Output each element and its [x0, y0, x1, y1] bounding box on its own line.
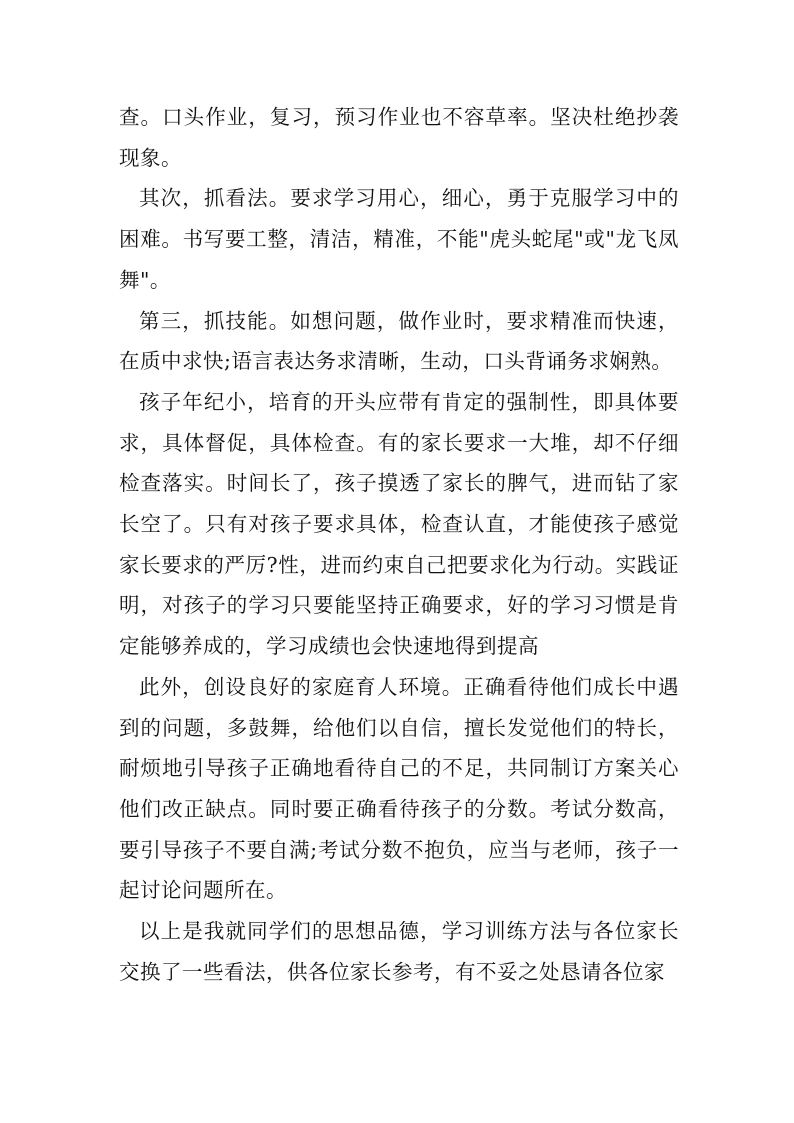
- paragraph-5: 此外，创设良好的家庭育人环境。正确看待他们成长中遇到的问题，多鼓舞，给他们以自信，擅长发觉他们的特长，耐烦地引导孩子正确地看待自己的不足，共同制订方案关心他们改正缺点。同时要正确看待孩子的分数。考试分数高，要引导孩子不要自满;考试分数不抱负，应当与老师，孩子一起讨论问题所在。: [119, 674, 679, 903]
- document-body: [119, 97, 679, 992]
- paragraph-4: 孩子年纪小，培育的开头应带有肯定的强制性，即具体要求，具体督促，具体检查。有的家长要求一大堆，却不仔细检查落实。时间长了，孩子摸透了家长的脾气，进而钻了家长空了。只有对孩子要求具体，检查认直，才能使孩子感觉家长要求的严厉?性，进而约束自己把要求化为行动。实践证明，对孩子的学习只要能坚持正确要求，好的学习习惯是肯定能够养成的，学习成绩也会快速地得到提高: [119, 389, 679, 659]
- paragraph-2: 其次，抓看法。要求学习用心，细心，勇于克服学习中的困难。书写要工整，清洁，精准，不能"虎头蛇尾"或"龙飞凤舞"。: [119, 186, 679, 292]
- paragraph-6: 以上是我就同学们的思想品德，学习训练方法与各位家长交换了一些看法，供各位家长参考，有不妥之处恳请各位家: [119, 919, 679, 984]
- paragraph-3: 第三，抓技能。如想问题，做作业时，要求精准而快速，在质中求快;语言表达务求清晰，生动，口头背诵务求娴熟。: [119, 308, 679, 374]
- paragraph-1: 查。口头作业，复习，预习作业也不容草率。坚决杜绝抄袭现象。: [119, 105, 679, 170]
